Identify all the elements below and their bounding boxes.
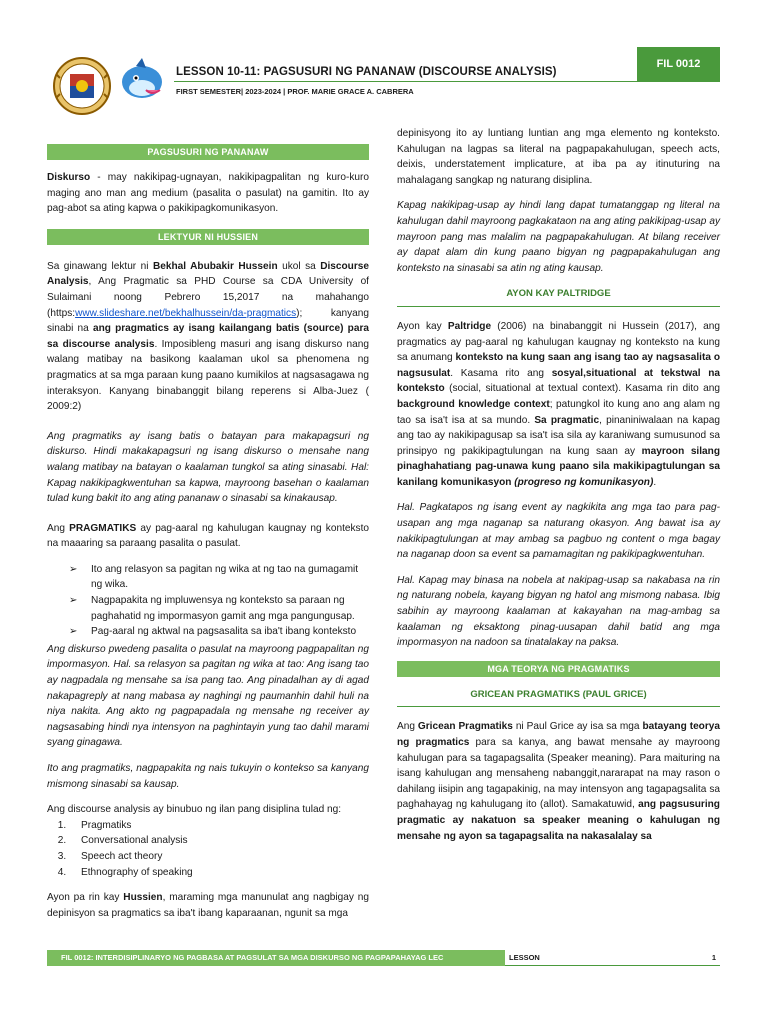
slideshare-link[interactable]: www.slideshare.net/bekhalhussein/da-pragmatics — [75, 307, 297, 319]
subheading-gricean: GRICEAN PRAGMATIKS (PAUL GRICE) — [397, 687, 720, 708]
section-bar-pagsusuri: PAGSUSURI NG PANANAW — [47, 144, 369, 160]
lesson-subtitle: FIRST SEMESTER| 2023-2024 | PROF. MARIE GRACE A. CABRERA — [176, 87, 414, 96]
lesson-title: LESSON 10-11: PAGSUSURI NG PANANAW (DISCOURSE ANALYSIS) — [176, 66, 557, 78]
right-column — [397, 126, 720, 844]
page-header — [0, 0, 768, 120]
gricean-paragraph: Ang Gricean Pragmatiks ni Paul Grice ay isa sa mga batayang teorya ng pragmatics para sa kanya, ang bawat mensahe ay mayroong kahulugan para sa tagapagsalita (Speaker meaning). Para maituring na isang kahulugan ang mensaheng nabanggit,nararapat na may rason o dahilang iisipin ang tagapakinig, na may intensyon ang tagapagsalita sa paghahayag ng kahulugang ito (allot). Samakatuwid, ang pagsusuring pragmatic ay nakatuon sa speaker meaning o kahulugan ng mensahe ng ayon sa tagapagsalita na nakasalalay sa — [397, 721, 721, 842]
diskurso-definition: Diskurso - may nakikipag-ugnayan, nakikipagpalitan ng kuro-kuro maging ano man ang medium (pasalita o pasulat) na gamitin. Ito ay pag-abot sa ating kapwa o pakikipagkomunikasyon. — [47, 172, 369, 215]
subheading-paltridge: AYON KAY PALTRIDGE — [397, 286, 720, 307]
university-seal-icon — [52, 56, 112, 116]
list-item: 4. Ethnography of speaking — [69, 865, 369, 881]
list-item: ➢ Nagpapakita ng impluwensya ng konteksto sa paraan ng paghahatid ng impormasyon gamit ang mga pangungusap. — [69, 593, 369, 624]
list-item: 1. Pragmatiks — [69, 818, 369, 834]
list-item: 3. Speech act theory — [69, 849, 369, 865]
pragmatiks-note: Ito ang pragmatiks, nagpapakita ng nais tukuyin o kontekso sa kanyang mismong sinasabi sa kausap. — [47, 763, 369, 790]
list-item: ➢ Ito ang relasyon sa pagitan ng wika at ng tao na gumagamit ng wika. — [69, 562, 369, 593]
list-item: ➢ Pag-aaral ng aktwal na pagsasalita sa iba't ibang konteksto — [69, 624, 369, 640]
event-example-paragraph: Hal. Pagkatapos ng isang event ay nagkikita ang mga tao para pag-usapan ang mga naganap sa naturang okasyon. Ang bawat isa ay nakikipagtulungan at may ambag sa pagbuo ng content o mga bagay na naganap doon sa event sa pamamagitan ng pakikipagkwentuhan. — [397, 502, 720, 561]
pragmatiks-definition: Ang PRAGMATIKS ay pag-aaral ng kahulugan kaugnay ng konteksto na maaaring sa paraang pasalita o pasulat. — [47, 522, 369, 550]
footer-lesson-label: LESSON — [509, 953, 540, 962]
hussein-paragraph: Sa ginawang lektur ni Bekhal Abubakir Hussein ukol sa Discourse Analysis, Ang Pragmatic sa PHD Course sa CDA University of Sulaimani noong Pebrero 15,2017 na mahahango (https:www.slideshare.net/bekhalhussein/da-pragmatics); kanyang sinabi na ang pragmatics ay isang kailangang batis (source) para sa discourse analysis. Imposibleng masuri ang isang diskurso nang walang matibay na basikong kaalaman ukol sa phenomena ng pragmatics at sa mga paraan kung paano kumikilos at nagsasagawa ng interaksyon. Kanyang binabanggit bilang reperens si Alba-Juez ( 2009:2) — [47, 260, 369, 413]
left-column — [47, 126, 369, 921]
continuation-paragraph: depinisyong ito ay luntiang luntian ang mga elemento ng konteksto. Kahulugan na lagpas sa literal na pagpapakahulugan, speech acts, deixis, understatement implicature, at iba pa ay itinuturing na mahalagang sangkap ng naturang disiplina. — [397, 128, 720, 186]
list-item: 2. Conversational analysis — [69, 833, 369, 849]
section-bar-teorya: MGA TEORYA NG PRAGMATIKS — [397, 661, 720, 677]
section-bar-lektyur: LEKTYUR NI HUSSIEN — [47, 229, 369, 245]
pragmatiks-bullet-list — [47, 562, 369, 640]
footer-course-title: FIL 0012: INTERDISIPLINARYO NG PAGBASA AT PAGSULAT SA MGA DISKURSO NG PAGPAPAHAYAG LEC — [47, 950, 505, 966]
header-divider — [174, 81, 720, 82]
page-number: 1 — [711, 953, 716, 962]
dolphin-mascot-icon — [116, 56, 168, 104]
literal-kahulugan-paragraph: Kapag nakikipag-usap ay hindi lang dapat tumatanggap ng literal na kahulugan dahil mayroong pagkakataon na ang ating pakikipag-usap ay mayroon pang mas malalim na pagpapakahulugan. At bilang receiver ay dapat alam din kung paano bigyan ng pagpapakahulugan ang konteksto na sinasabi sa atin ng ating kausap. — [397, 200, 720, 274]
hussien-definition-paragraph: Ayon pa rin kay Hussien, maraming mga manunulat ang nagbigay ng depinisyon sa pragmatics sa iba't ibang kaparaanan, ngunit sa mga — [47, 892, 369, 919]
nobela-example-paragraph: Hal. Kapag may binasa na nobela at nakipag-usap sa nakabasa na rin ng naturang nobela, kayang bigyan ng hatol ang mismong nabasa. Ibig sabihin ay mayroong kaalaman at kakayahan na mag-ambag sa kaalaman ng eksaktong pinag-uusapan dahil batid ang mga impormasyon na nadoon sa tinatalakay na paksa. — [397, 574, 720, 649]
paltridge-paragraph: Ayon kay Paltridge (2006) na binabanggit ni Hussein (2017), ang pragmatics ay pag-aaral ng kahulugan kaugnay ng konteksto na kung sa anumang konteksto na kung saan ang isang tao ay nagsasalita o nagsusulat. Kasama rito ang sosyal,situational at tekstwal na konteksto (social, situational at textual context). Kasama rin dito ang background knowledge context; patungkol ito kung ano ang alam ng tao sa isa't isa at sa mundo. Sa pragmatic, pinaniniwalaan na kapag ang tao ay nakikipagusap sa isa't isa sila ay karaniwang sumusunod sa prinsipyo ng pakikipagtulungan na kung saan ay mayroon silang pinaghahatiang pag-unawa kung paano sila makikipagtulungan sa kanilang komunikasyon (progreso ng komunikasyon). — [397, 320, 720, 488]
disiplina-numbered-list — [47, 818, 369, 880]
footer-divider — [505, 965, 720, 966]
disiplina-intro: Ang discourse analysis ay binubuo ng ilan pang disiplina tulad ng: — [47, 804, 342, 816]
page-footer — [47, 950, 720, 966]
pragmatiks-batis-paragraph: Ang pragmatiks ay isang batis o batayan para makapagsuri ng diskurso. Hindi makakapagsuri ng isang diskurso o mensahe nang walang matibay na batayan o kaalaman tungkol sa ating sinasabi. Hal: Kapag nakikipagkwentuhan sa kapwa, mayroong basehan o kaalaman tulad kung bakit ito ang ating pananaw o sinasabi sa kinakausap. — [47, 430, 369, 505]
course-code-badge: FIL 0012 — [637, 47, 720, 81]
diskurso-example-paragraph: Ang diskurso pwedeng pasalita o pasulat na mayroong pagpapalitan ng impormasyon. Hal. sa relasyon sa pagitan ng wika at tao: Ang isang tao ay nagpadala ng mensahe sa isa pang tao. Ang pinadalhan ay di agad nakapagreply at nang mabasa ay naghingi ng paumanhin dahil huli na niya nakita. Ang akto ng pagpapadala ng mensahe ng receiver ay nagsasabing hindi nya intensyon na paghintayin yung tao dahil marami syang ginagawa. — [47, 643, 369, 749]
